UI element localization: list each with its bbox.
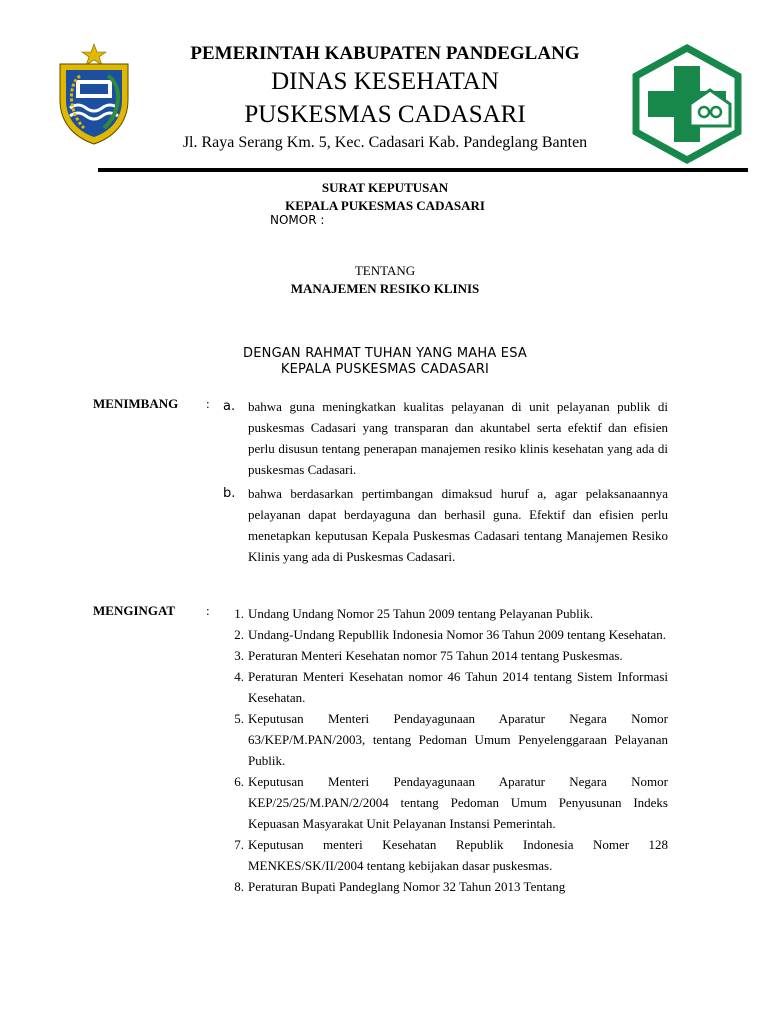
decree-title-line1: SURAT KEPUTUSAN xyxy=(321,180,449,195)
list-item-text: Undang Undang Nomor 25 Tahun 2009 tentang Pelayanan Publik. xyxy=(248,606,594,621)
header-institution: PUSKESMAS CADASARI xyxy=(244,101,526,128)
list-item-marker: 2. xyxy=(234,627,244,642)
list-item xyxy=(222,624,668,645)
header-government: PEMERINTAH KABUPATEN PANDEGLANG xyxy=(190,43,580,64)
decree-subject-block xyxy=(230,262,540,298)
list-item-marker: 3. xyxy=(234,648,244,663)
header-address: Jl. Raya Serang Km. 5, Kec. Cadasari Kab. Pandeglang Banten xyxy=(182,134,588,151)
mengingat-label: MENGINGAT xyxy=(93,603,176,618)
decree-title-line2: KEPALA PUKESMAS CADASARI xyxy=(285,198,485,213)
menimbang-colon: : xyxy=(206,396,210,411)
decree-about: TENTANG xyxy=(354,263,416,278)
list-item xyxy=(222,834,668,876)
header-department: DINAS KESEHATAN xyxy=(271,68,499,95)
list-item-marker: b. xyxy=(223,486,236,501)
list-item-marker: 7. xyxy=(234,837,244,852)
invocation-line1: DENGAN RAHMAT TUHAN YANG MAHA ESA xyxy=(243,346,527,361)
list-item xyxy=(222,645,668,666)
list-item-marker: 8. xyxy=(234,879,244,894)
list-item xyxy=(222,483,668,567)
list-item-marker: 1. xyxy=(234,606,244,621)
mengingat-list xyxy=(222,603,668,897)
list-item-text: bahwa berdasarkan pertimbangan dimaksud huruf a, agar pelaksanaannya pelayanan dapat berdayaguna dan berhasil guna. Efektif dan efisien perlu menetapkan keputusan Kepala Puskesmas Cadasari tentang Manajemen Resiko Klinis yang ada di Puskesmas Cadasari. xyxy=(248,486,668,564)
list-item-text: Peraturan Bupati Pandeglang Nomor 32 Tahun 2013 Tentang xyxy=(248,879,566,894)
decree-number-label: NOMOR : xyxy=(270,213,325,227)
list-item-text: Keputusan Menteri Pendayagunaan Aparatur Negara Nomor 63/KEP/M.PAN/2003, tentang Pedoman Umum Penyelenggaraan Pelayanan Publik. xyxy=(248,711,668,768)
mengingat-colon: : xyxy=(206,603,210,618)
list-item-marker: 4. xyxy=(234,669,244,684)
list-item-text: Undang-Undang Republlik Indonesia Nomor 36 Tahun 2009 tentang Kesehatan. xyxy=(248,627,667,642)
list-item-text: Keputusan Menteri Pendayagunaan Aparatur Negara Nomor KEP/25/25/M.PAN/2/2004 tentang Pedoman Umum Penyusunan Indeks Kepuasan Masyarakat Unit Pelayanan Instansi Pemerintah. xyxy=(248,774,668,831)
pandeglang-regency-crest-icon xyxy=(52,42,136,146)
list-item-marker: 6. xyxy=(234,774,244,789)
list-item-marker: a. xyxy=(223,399,236,414)
list-item xyxy=(222,396,668,480)
menimbang-list xyxy=(222,396,668,570)
list-item-text: Peraturan Menteri Kesehatan nomor 75 Tahun 2014 tentang Puskesmas. xyxy=(248,648,623,663)
list-item-text: Keputusan menteri Kesehatan Republik Indonesia Nomer 128 MENKES/SK/II/2004 tentang kebijakan dasar puskesmas. xyxy=(248,837,668,873)
list-item-text: bahwa guna meningkatkan kualitas pelayanan di unit pelayanan publik di puskesmas Cadasari yang transparan dan akuntabel serta efektif dan efisien perlu disusun tentang penerapan manajemen resiko klinis kesehatan yang ada di puskesmas Cadasari. xyxy=(248,399,668,477)
list-item-marker: 5. xyxy=(234,711,244,726)
list-item xyxy=(222,666,668,708)
invocation-line2: KEPALA PUSKESMAS CADASARI xyxy=(280,362,490,377)
header-divider-rule xyxy=(98,168,748,172)
list-item xyxy=(222,771,668,834)
decree-invocation xyxy=(180,346,590,378)
list-item xyxy=(222,708,668,771)
list-item xyxy=(222,603,668,624)
puskesmas-cross-logo-icon xyxy=(628,44,746,164)
decree-subject: MANAJEMEN RESIKO KLINIS xyxy=(290,281,480,296)
list-item xyxy=(222,876,668,897)
list-item-text: Peraturan Menteri Kesehatan nomor 46 Tahun 2014 tentang Sistem Informasi Kesehatan. xyxy=(248,669,668,705)
decree-title xyxy=(230,179,540,215)
menimbang-label: MENIMBANG xyxy=(93,396,179,411)
